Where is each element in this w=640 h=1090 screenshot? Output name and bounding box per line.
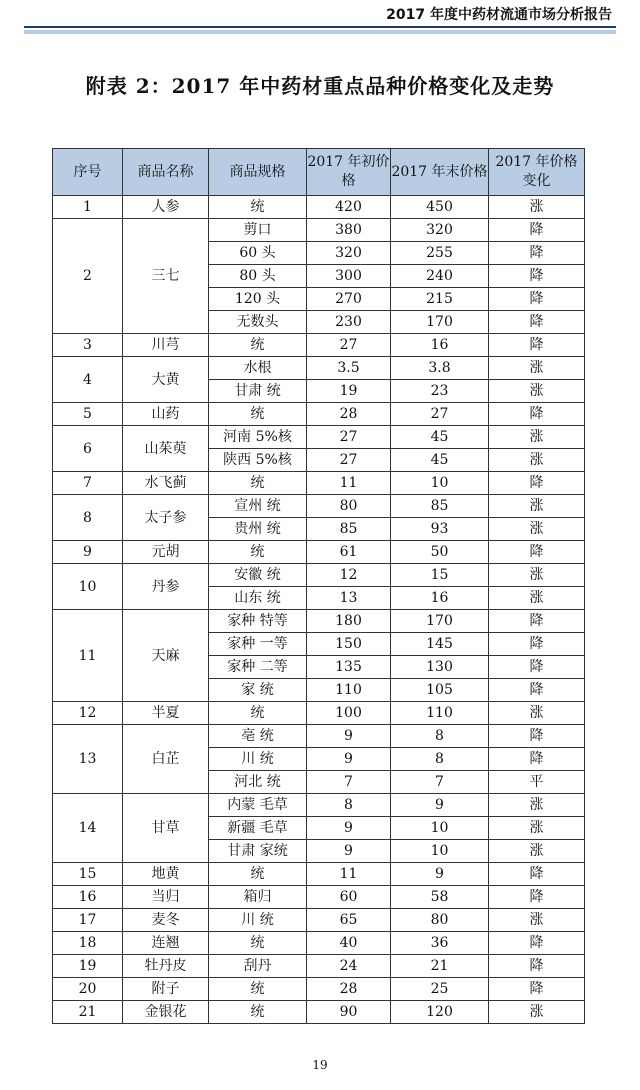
product-spec: 剪口 <box>209 219 307 242</box>
end-price: 36 <box>391 932 489 955</box>
end-price: 8 <box>391 725 489 748</box>
price-change: 降 <box>489 265 585 288</box>
product-spec: 家种 二等 <box>209 656 307 679</box>
product-name: 太子参 <box>123 495 209 541</box>
row-number: 17 <box>53 909 123 932</box>
end-price: 110 <box>391 702 489 725</box>
row-number: 19 <box>53 955 123 978</box>
column-header-change: 2017 年价格变化 <box>489 149 585 196</box>
end-price: 170 <box>391 610 489 633</box>
product-spec: 陕西 5%核 <box>209 449 307 472</box>
product-name: 牡丹皮 <box>123 955 209 978</box>
price-change: 涨 <box>489 909 585 932</box>
end-price: 145 <box>391 633 489 656</box>
start-price: 85 <box>307 518 391 541</box>
end-price: 15 <box>391 564 489 587</box>
table-body <box>53 196 585 1024</box>
price-change: 涨 <box>489 564 585 587</box>
row-number: 7 <box>53 472 123 495</box>
price-change: 降 <box>489 242 585 265</box>
product-spec: 川 统 <box>209 748 307 771</box>
row-number: 20 <box>53 978 123 1001</box>
end-price: 50 <box>391 541 489 564</box>
table-row <box>53 196 585 219</box>
start-price: 270 <box>307 288 391 311</box>
product-name: 甘草 <box>123 794 209 863</box>
end-price: 120 <box>391 1001 489 1024</box>
row-number: 15 <box>53 863 123 886</box>
product-spec: 亳 统 <box>209 725 307 748</box>
table-row <box>53 426 585 449</box>
product-spec: 120 头 <box>209 288 307 311</box>
start-price: 9 <box>307 748 391 771</box>
price-change: 降 <box>489 978 585 1001</box>
table-row <box>53 541 585 564</box>
column-header-start-price: 2017 年初价格 <box>307 149 391 196</box>
price-change: 涨 <box>489 1001 585 1024</box>
table-row <box>53 564 585 587</box>
row-number: 1 <box>53 196 123 219</box>
start-price: 9 <box>307 840 391 863</box>
product-spec: 80 头 <box>209 265 307 288</box>
table-row <box>53 863 585 886</box>
product-spec: 统 <box>209 932 307 955</box>
product-name: 人参 <box>123 196 209 219</box>
end-price: 58 <box>391 886 489 909</box>
price-change: 降 <box>489 288 585 311</box>
price-change: 降 <box>489 679 585 702</box>
price-change: 涨 <box>489 518 585 541</box>
start-price: 100 <box>307 702 391 725</box>
column-header-spec: 商品规格 <box>209 149 307 196</box>
row-number: 18 <box>53 932 123 955</box>
start-price: 27 <box>307 449 391 472</box>
row-number: 4 <box>53 357 123 403</box>
start-price: 9 <box>307 725 391 748</box>
end-price: 240 <box>391 265 489 288</box>
price-change: 降 <box>489 403 585 426</box>
start-price: 12 <box>307 564 391 587</box>
end-price: 7 <box>391 771 489 794</box>
product-spec: 统 <box>209 334 307 357</box>
start-price: 380 <box>307 219 391 242</box>
product-name: 金银花 <box>123 1001 209 1024</box>
product-spec: 新疆 毛草 <box>209 817 307 840</box>
end-price: 8 <box>391 748 489 771</box>
product-name: 水飞蓟 <box>123 472 209 495</box>
start-price: 61 <box>307 541 391 564</box>
start-price: 11 <box>307 863 391 886</box>
product-spec: 家种 特等 <box>209 610 307 633</box>
price-change: 涨 <box>489 587 585 610</box>
product-name: 附子 <box>123 978 209 1001</box>
column-header-no: 序号 <box>53 149 123 196</box>
price-change: 降 <box>489 633 585 656</box>
price-change: 降 <box>489 748 585 771</box>
start-price: 40 <box>307 932 391 955</box>
price-change: 涨 <box>489 817 585 840</box>
end-price: 16 <box>391 334 489 357</box>
product-spec: 甘肃 家统 <box>209 840 307 863</box>
price-change: 平 <box>489 771 585 794</box>
header-rule <box>24 26 616 28</box>
price-change: 降 <box>489 725 585 748</box>
start-price: 60 <box>307 886 391 909</box>
row-number: 9 <box>53 541 123 564</box>
header-rule-accent <box>24 30 616 34</box>
product-spec: 统 <box>209 403 307 426</box>
start-price: 8 <box>307 794 391 817</box>
row-number: 21 <box>53 1001 123 1024</box>
product-name: 当归 <box>123 886 209 909</box>
product-name: 地黄 <box>123 863 209 886</box>
product-spec: 宣州 统 <box>209 495 307 518</box>
product-spec: 甘肃 统 <box>209 380 307 403</box>
product-spec: 河南 5%核 <box>209 426 307 449</box>
row-number: 5 <box>53 403 123 426</box>
start-price: 19 <box>307 380 391 403</box>
product-spec: 统 <box>209 472 307 495</box>
product-name: 白芷 <box>123 725 209 794</box>
start-price: 65 <box>307 909 391 932</box>
product-name: 山药 <box>123 403 209 426</box>
product-spec: 统 <box>209 196 307 219</box>
start-price: 110 <box>307 679 391 702</box>
product-name: 川芎 <box>123 334 209 357</box>
table-title: 附表 2：2017 年中药材重点品种价格变化及走势 <box>85 74 555 98</box>
end-price: 10 <box>391 840 489 863</box>
table-row <box>53 702 585 725</box>
product-name: 山茱萸 <box>123 426 209 472</box>
column-header-name: 商品名称 <box>123 149 209 196</box>
price-change: 涨 <box>489 495 585 518</box>
start-price: 27 <box>307 334 391 357</box>
row-number: 11 <box>53 610 123 702</box>
end-price: 215 <box>391 288 489 311</box>
product-name: 大黄 <box>123 357 209 403</box>
end-price: 255 <box>391 242 489 265</box>
table-row <box>53 495 585 518</box>
product-spec: 箱归 <box>209 886 307 909</box>
end-price: 10 <box>391 817 489 840</box>
start-price: 90 <box>307 1001 391 1024</box>
table-row <box>53 472 585 495</box>
end-price: 130 <box>391 656 489 679</box>
column-header-end-price: 2017 年末价格 <box>391 149 489 196</box>
start-price: 320 <box>307 242 391 265</box>
product-spec: 统 <box>209 863 307 886</box>
end-price: 21 <box>391 955 489 978</box>
price-change: 涨 <box>489 380 585 403</box>
start-price: 24 <box>307 955 391 978</box>
product-spec: 山东 统 <box>209 587 307 610</box>
product-spec: 统 <box>209 702 307 725</box>
table-row <box>53 334 585 357</box>
start-price: 7 <box>307 771 391 794</box>
table-row <box>53 909 585 932</box>
product-spec: 贵州 统 <box>209 518 307 541</box>
end-price: 450 <box>391 196 489 219</box>
product-spec: 内蒙 毛草 <box>209 794 307 817</box>
row-number: 10 <box>53 564 123 610</box>
row-number: 12 <box>53 702 123 725</box>
product-spec: 安徽 统 <box>209 564 307 587</box>
row-number: 6 <box>53 426 123 472</box>
table-row <box>53 610 585 633</box>
price-change: 降 <box>489 656 585 679</box>
product-spec: 水根 <box>209 357 307 380</box>
row-number: 2 <box>53 219 123 334</box>
table-row <box>53 1001 585 1024</box>
table-row <box>53 794 585 817</box>
start-price: 80 <box>307 495 391 518</box>
end-price: 80 <box>391 909 489 932</box>
price-change: 降 <box>489 334 585 357</box>
end-price: 320 <box>391 219 489 242</box>
price-change: 涨 <box>489 794 585 817</box>
end-price: 9 <box>391 794 489 817</box>
end-price: 45 <box>391 449 489 472</box>
product-spec: 刮丹 <box>209 955 307 978</box>
end-price: 85 <box>391 495 489 518</box>
product-spec: 统 <box>209 541 307 564</box>
product-spec: 统 <box>209 978 307 1001</box>
row-number: 13 <box>53 725 123 794</box>
price-change: 降 <box>489 219 585 242</box>
row-number: 14 <box>53 794 123 863</box>
report-title: 2017 年度中药材流通市场分析报告 <box>386 7 612 23</box>
price-change: 降 <box>489 541 585 564</box>
end-price: 105 <box>391 679 489 702</box>
price-change: 涨 <box>489 196 585 219</box>
price-table <box>52 148 585 1024</box>
start-price: 180 <box>307 610 391 633</box>
product-spec: 60 头 <box>209 242 307 265</box>
start-price: 300 <box>307 265 391 288</box>
product-name: 天麻 <box>123 610 209 702</box>
start-price: 230 <box>307 311 391 334</box>
end-price: 16 <box>391 587 489 610</box>
start-price: 9 <box>307 817 391 840</box>
table-row <box>53 978 585 1001</box>
price-change: 降 <box>489 932 585 955</box>
page-number: 19 <box>312 1058 328 1072</box>
product-spec: 统 <box>209 1001 307 1024</box>
end-price: 27 <box>391 403 489 426</box>
table-row <box>53 403 585 426</box>
table-row <box>53 219 585 242</box>
price-change: 涨 <box>489 702 585 725</box>
product-name: 半夏 <box>123 702 209 725</box>
price-change: 降 <box>489 610 585 633</box>
row-number: 8 <box>53 495 123 541</box>
end-price: 45 <box>391 426 489 449</box>
price-change: 降 <box>489 472 585 495</box>
product-name: 三七 <box>123 219 209 334</box>
price-change: 降 <box>489 863 585 886</box>
start-price: 27 <box>307 426 391 449</box>
product-name: 元胡 <box>123 541 209 564</box>
product-name: 连翘 <box>123 932 209 955</box>
price-change: 涨 <box>489 840 585 863</box>
end-price: 93 <box>391 518 489 541</box>
price-change: 涨 <box>489 357 585 380</box>
end-price: 170 <box>391 311 489 334</box>
product-name: 丹参 <box>123 564 209 610</box>
table-row <box>53 357 585 380</box>
end-price: 3.8 <box>391 357 489 380</box>
product-spec: 家 统 <box>209 679 307 702</box>
end-price: 9 <box>391 863 489 886</box>
product-spec: 无数头 <box>209 311 307 334</box>
product-spec: 川 统 <box>209 909 307 932</box>
start-price: 150 <box>307 633 391 656</box>
table-row <box>53 955 585 978</box>
price-change: 降 <box>489 311 585 334</box>
end-price: 23 <box>391 380 489 403</box>
row-number: 16 <box>53 886 123 909</box>
start-price: 28 <box>307 403 391 426</box>
start-price: 28 <box>307 978 391 1001</box>
start-price: 13 <box>307 587 391 610</box>
product-name: 麦冬 <box>123 909 209 932</box>
table-row <box>53 725 585 748</box>
price-change: 降 <box>489 955 585 978</box>
start-price: 135 <box>307 656 391 679</box>
product-spec: 河北 统 <box>209 771 307 794</box>
start-price: 420 <box>307 196 391 219</box>
end-price: 25 <box>391 978 489 1001</box>
start-price: 3.5 <box>307 357 391 380</box>
price-change: 降 <box>489 886 585 909</box>
price-change: 涨 <box>489 449 585 472</box>
table-row <box>53 932 585 955</box>
table-header-row <box>53 149 585 196</box>
row-number: 3 <box>53 334 123 357</box>
product-spec: 家种 一等 <box>209 633 307 656</box>
price-change: 涨 <box>489 426 585 449</box>
table-row <box>53 886 585 909</box>
end-price: 10 <box>391 472 489 495</box>
start-price: 11 <box>307 472 391 495</box>
